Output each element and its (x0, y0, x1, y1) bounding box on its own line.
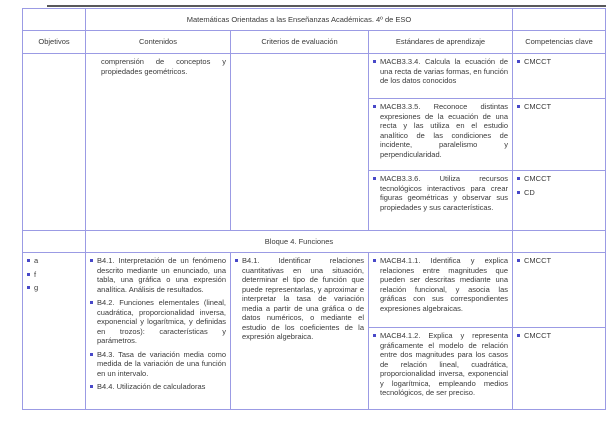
bullet-icon (27, 273, 30, 276)
bullet-icon (373, 334, 376, 337)
competencia-label: CMCCT (524, 102, 552, 111)
bullet-icon (517, 259, 520, 262)
column-header-estandares: Estándares de aprendizaje (369, 31, 513, 53)
competencia-label: CMCCT (524, 331, 552, 340)
contenido-item: B4.4. Utilización de calculadoras (97, 382, 206, 391)
title-row-empty-left (23, 9, 86, 30)
competencias-cell (513, 253, 605, 327)
estandar-text: MACB4.1.1. Identifica y explica relaciones entre magnitudes que pueden ser descritas mediante una relación funcional, y asocia las gráficas con sus correspondientes expresiones algebraicas. (380, 256, 508, 313)
bullet-icon (90, 259, 93, 262)
contenido-item: B4.1. Interpretación de un fenómeno descrito mediante un enunciado, una tabla, una gráfica o una expresión analítica. Análisis de resultados. (97, 256, 226, 294)
competencias-cell (513, 54, 605, 98)
section2-contenidos-cell (86, 253, 231, 409)
estandar-cell (369, 54, 513, 98)
bullet-icon (517, 60, 520, 63)
page-top-divider (47, 5, 606, 7)
column-header-criterios: Criterios de evaluación (231, 31, 369, 53)
curriculum-table (22, 8, 606, 410)
bloque-banner: Bloque 4. Funciones (86, 231, 513, 252)
estandar-cell (369, 253, 513, 327)
bullet-icon (90, 353, 93, 356)
bullet-icon (517, 177, 520, 180)
column-header-contenidos: Contenidos (86, 31, 231, 53)
estandar-subrow (369, 171, 605, 230)
bullet-icon (90, 301, 93, 304)
estandar-text: MACB3.3.6. Utiliza recursos tecnológicos interactivos para crear figuras geométricas y observar sus propiedades y sus características. (380, 174, 508, 212)
competencia-label: CMCCT (524, 256, 552, 265)
bullet-icon (373, 177, 376, 180)
estandar-subrow (369, 253, 605, 328)
bloque-row-empty-left (23, 231, 86, 252)
estandar-cell (369, 99, 513, 170)
competencias-cell (513, 328, 605, 409)
estandar-subrow (369, 99, 605, 171)
contenido-item: B4.2. Funciones elementales (lineal, cuadrática, proporcionalidad inversa, exponencial y logarítmica, y definidas en trozos): características y parámetros. (97, 298, 226, 345)
section1-contenidos-cell (86, 54, 231, 230)
bullet-icon (235, 259, 238, 262)
section1-row (23, 54, 605, 231)
estandar-subrow (369, 54, 605, 99)
competencias-cell (513, 99, 605, 170)
objetivo-label: f (34, 269, 37, 279)
estandar-cell (369, 171, 513, 230)
estandar-text: MACB3.3.5. Reconoce distintas expresiones de la ecuación de una recta y las utiliza en el estudio analítico de las condiciones de incidente, paralelismo y perpendicularidad. (380, 102, 508, 159)
competencias-cell (513, 171, 605, 230)
section1-objetivos-cell (23, 54, 86, 230)
column-header-competencias: Competencias clave (525, 37, 593, 47)
estandar-subrow (369, 328, 605, 409)
objetivo-label: a (34, 256, 39, 265)
bullet-icon (90, 385, 93, 388)
contenidos-continuation-text: comprensión de conceptos y propiedades geométricos. (101, 57, 226, 76)
competencia-label: CMCCT (524, 174, 552, 183)
bullet-icon (517, 334, 520, 337)
contenido-item: B4.3. Tasa de variación media como medida de la variación de una función en un intervalo. (97, 349, 226, 378)
competencia-label: CD (524, 187, 535, 197)
bloque-banner-row (23, 231, 605, 253)
section1-estandares-block (369, 54, 605, 230)
bullet-icon (373, 259, 376, 262)
criterio-item: B4.1. Identificar relaciones cuantitativas en una situación, determinar el tipo de función que puede representarlas, y aproximar e interpretar la tasa de variación media a partir de una gráfica o de datos numéricos, o mediante el estudio de los coeficientes de la expresión algebraica. (242, 256, 364, 341)
column-header-objetivos: Objetivos (23, 31, 86, 53)
bullet-icon (373, 105, 376, 108)
section2-row (23, 253, 605, 409)
estandar-cell (369, 328, 513, 409)
section1-criterios-cell (231, 54, 369, 230)
table-title-row (23, 9, 605, 31)
estandar-text: MACB3.3.4. Calcula la ecuación de una recta de varias formas, en función de los datos conocidos (380, 57, 508, 85)
bullet-icon (373, 60, 376, 63)
section2-criterios-cell (231, 253, 369, 409)
table-header-row (23, 31, 605, 54)
bullet-icon (517, 191, 520, 194)
bullet-icon (27, 259, 30, 262)
competencia-label: CMCCT (524, 57, 552, 66)
section2-estandares-block (369, 253, 605, 409)
bullet-icon (517, 105, 520, 108)
table-title: Matemáticas Orientadas a las Enseñanzas Académicas. 4º de ESO (86, 9, 513, 30)
bullet-icon (27, 286, 30, 289)
section2-objetivos-cell (23, 253, 86, 409)
bloque-row-empty-right (513, 231, 605, 252)
title-row-empty-right (513, 9, 605, 30)
objetivo-label: g (34, 283, 39, 292)
estandar-text: MACB4.1.2. Explica y representa gráficamente el modelo de relación entre dos magnitudes para los casos de relación lineal, cuadrática, proporcionalidad inversa, exponencial y logarítmica, empleando medios tecnológicos, de ser preciso. (380, 331, 508, 397)
